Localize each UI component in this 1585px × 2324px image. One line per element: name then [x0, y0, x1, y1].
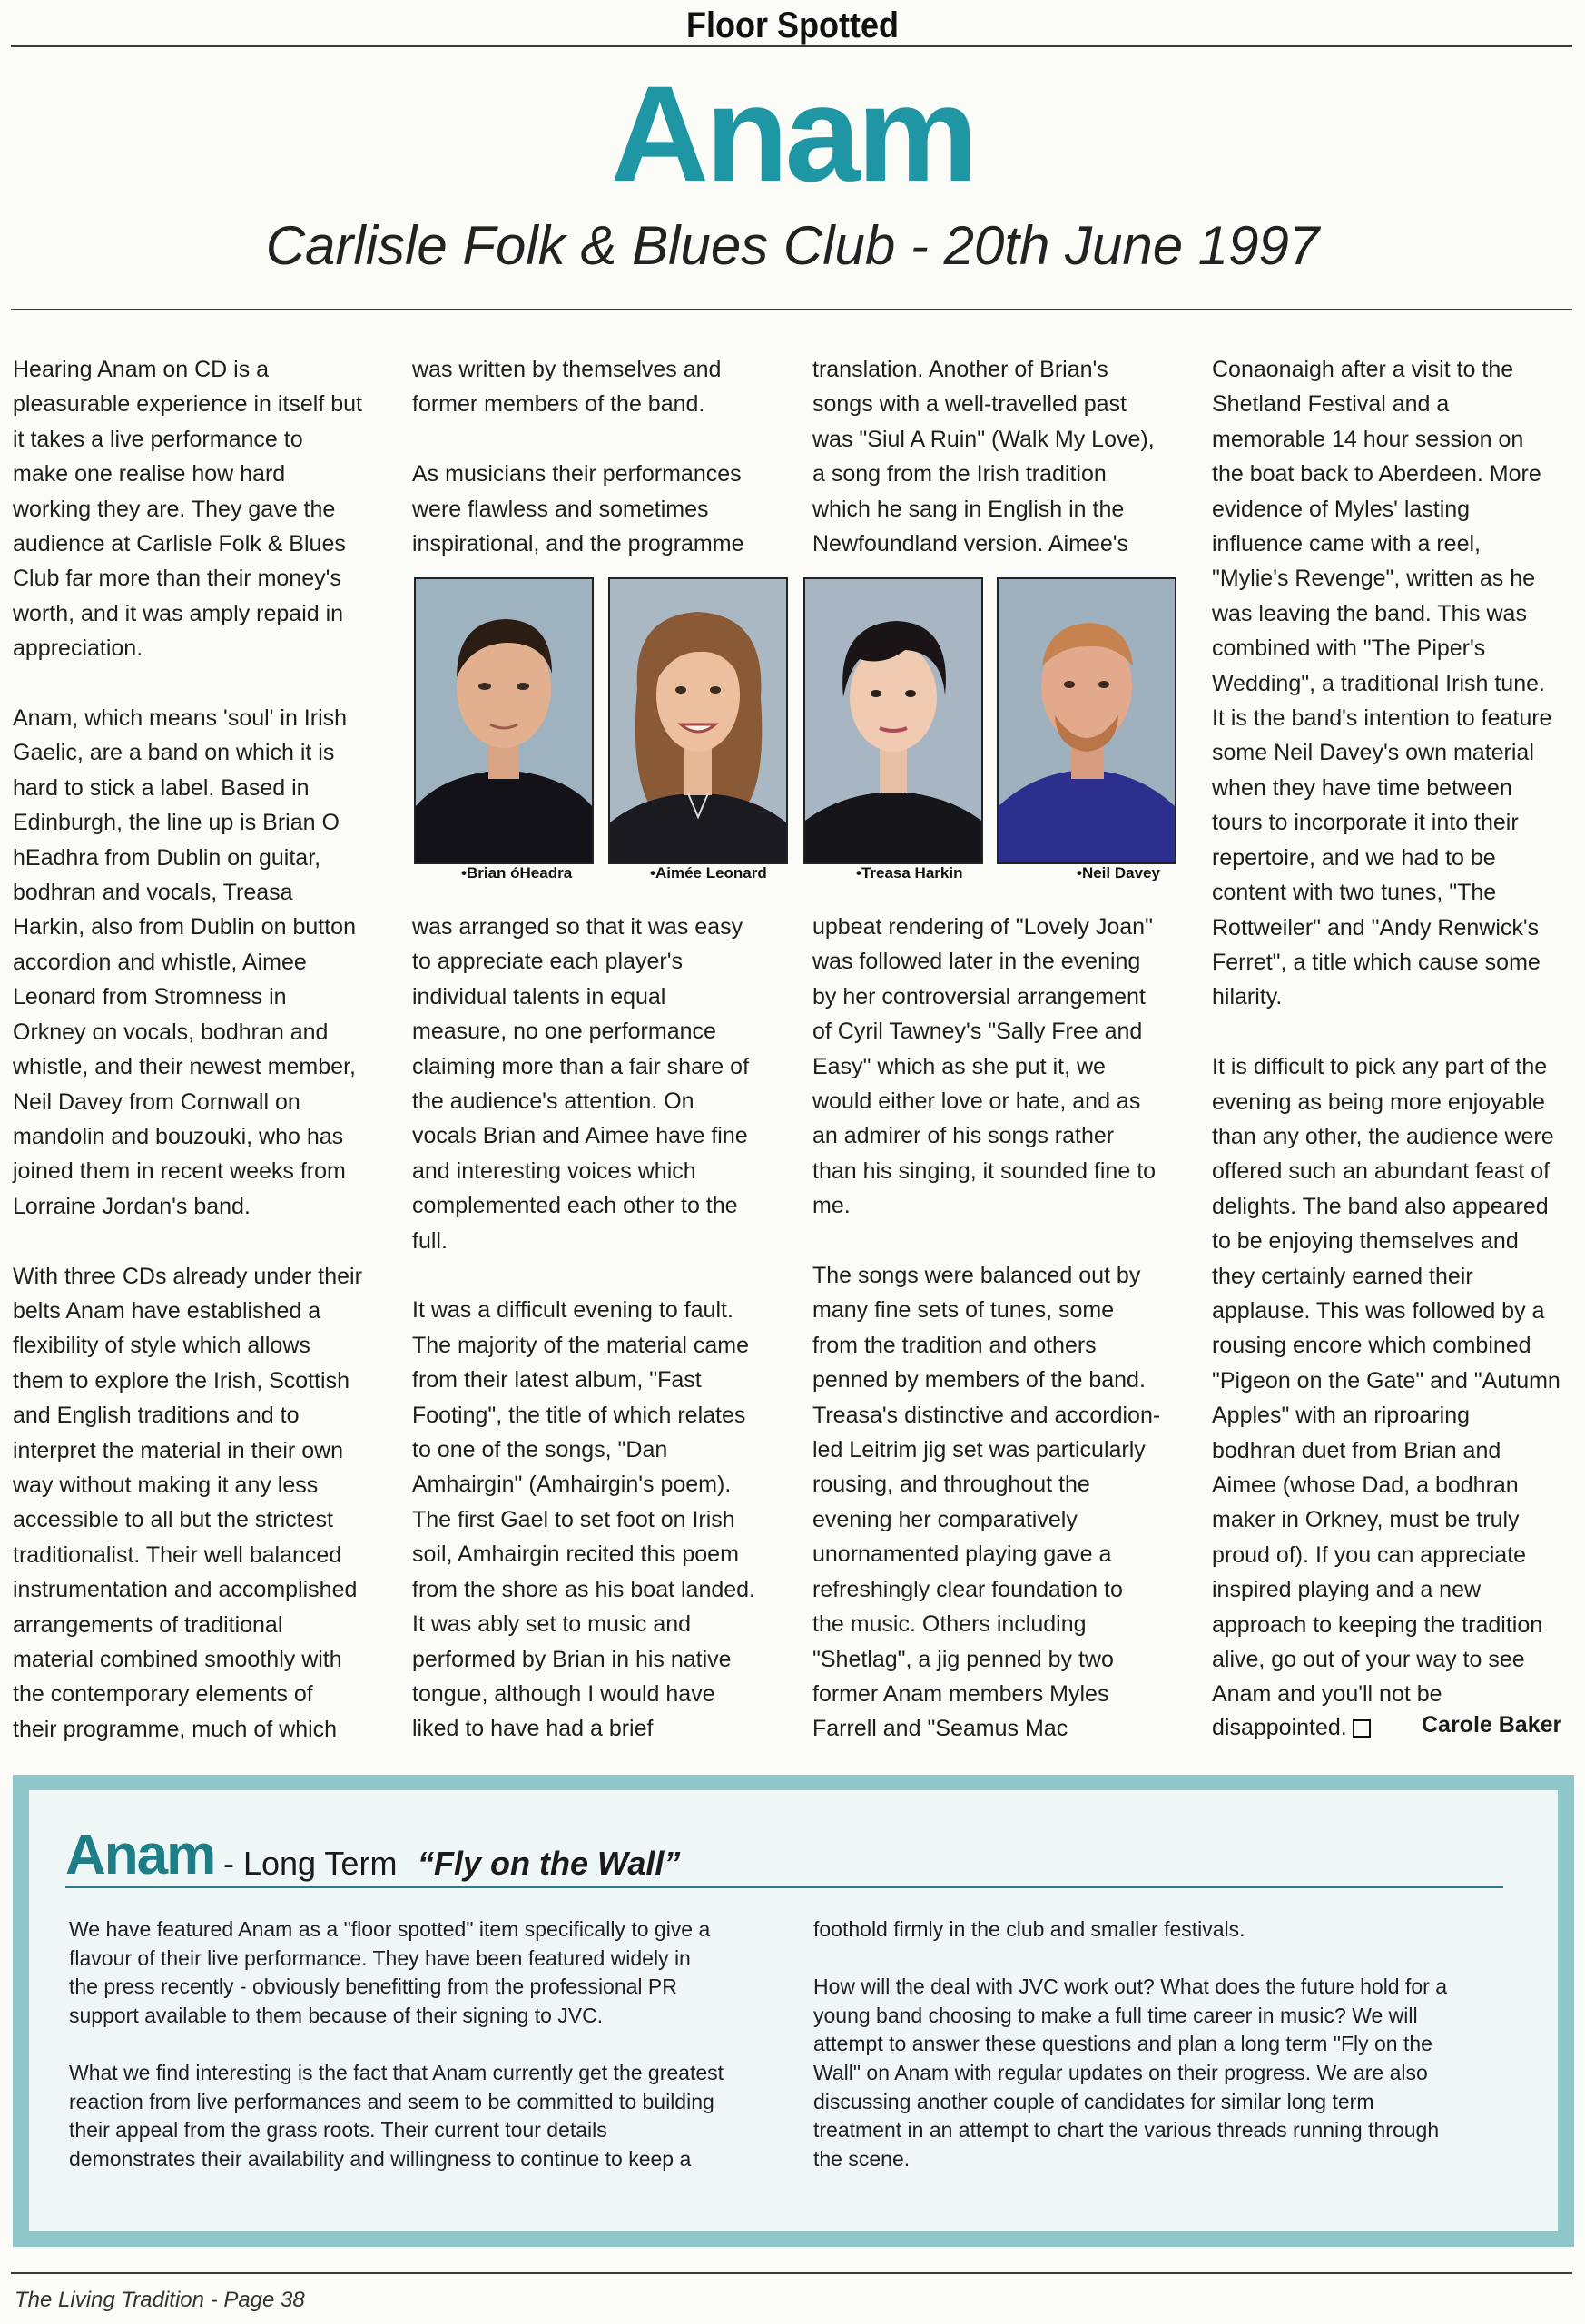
paragraph: The songs were balanced out by many fine sets of tunes, some from the tradition and others penned by members of the band. Treasa's distinctive and accordion- led Leitrim jig set was particularly rousing, and throughout the evening her comparatively unornamented playing gave a refreshingly clear foundation to the music. Others including "Shetlag", a jig penned by two former Anam members Myles Farrell and "Seamus Mac	[812, 1263, 1161, 1742]
paragraph: foothold firmly in the club and smaller festivals.	[813, 1917, 1245, 1941]
box-rule	[65, 1886, 1503, 1888]
paragraph: Anam, which means 'soul' in Irish Gaelic, are a band on which it is hard to stick a label. Based in Edinburgh, the line up is Brian O hEadhra from Dublin on guitar, bodhran and vocals, Treasa Harkin, also from Dublin on button accordion and whistle, Aimee Leonard from Stromness in Orkney on vocals, bodhran and whistle, and their newest member, Neil Davey from Cornwall on mandolin and bouzouki, who has joined them in recent weeks from Lorraine Jordan's band.	[13, 705, 356, 1219]
closing-word: disappointed.	[1212, 1715, 1347, 1740]
photo-caption: •Aimée Leonard	[650, 864, 767, 881]
photo-brian	[414, 577, 594, 864]
paragraph: It was a difficult evening to fault. The majority of the material came from their latest album, "Fast Footing", the title of which relates to one of the songs, "Dan Amhairgin" (Amhairgin's poem). The first Gael to set foot on Irish soil, Amhairgin recited this poem from the shore as his boat landed. It was ably set to music and performed by Brian in his native tongue, although I would have liked to have had a brief	[412, 1297, 756, 1742]
box-column-left	[69, 1915, 773, 2173]
article-column-4	[1212, 352, 1575, 1712]
paragraph: As musicians their performances were flawless and sometimes inspirational, and the programme	[412, 461, 744, 557]
footer-rule	[11, 2272, 1572, 2274]
end-mark-icon	[1353, 1719, 1371, 1738]
paragraph: It is difficult to pick any part of the evening as being more enjoyable than any other, the audience were offered such an abundant feast of delights. The band also appeared to be enjoying themselves and they certainly earned their applause. This was followed by a rousing encore which combined "Pigeon on the Gate" and "Autumn Apples" with an riproaring bodhran duet from Brian and Aimee (whose Dad, a bodhran maker in Orkney, must be truly proud of). If you can appreciate inspired playing and a new approach to keeping the tradition alive, go out of your way to see Anam and you'll not be	[1212, 1054, 1560, 1708]
paragraph: Conaonaigh after a visit to the Shetland Festival and a memorable 14 hour session on the boat back to Aberdeen. More evidence of Myles' lasting influence came with a reel, "Mylie's Revenge", written as he was leaving the band. This was combined with "The Piper's Wedding", a traditional Irish tune. It is the band's intention to feature some Neil Davey's own material when they have time between tours to incorporate it into their repertoire, and we had to be content with two tunes, "The Rottweiler" and "Andy Renwick's Ferret", a title which cause some hilarity.	[1212, 357, 1552, 1010]
paragraph: With three CDs already under their belts Anam have established a flexibility of style which allows them to explore the Irish, Scottish and English traditions and to interpret the material in their own way without making it any less accessible to all but the strictest traditionalist. Their well balanced instrumentation and accomplished arrangements of traditional material combined smoothly with the contemporary elements of their programme, much of which	[13, 1263, 362, 1742]
article-column-3-top	[812, 352, 1203, 561]
section-label: Floor Spotted	[686, 5, 899, 45]
paragraph: translation. Another of Brian's songs with a well-travelled past was "Siul A Ruin" (Walk My Love), a song from the Irish tradition which he sang in English in the Newfoundland version. Aimee's	[812, 357, 1155, 557]
box-title: Anam	[65, 1824, 215, 1886]
portrait-aimee	[610, 579, 786, 862]
photo-caption: •Neil Davey	[1077, 864, 1160, 881]
photo-caption: •Brian óHeadra	[461, 864, 573, 881]
article-title: Anam	[610, 57, 975, 210]
article-column-2-bottom	[412, 910, 802, 1747]
box-column-right	[813, 1915, 1523, 2173]
photo-caption: •Treasa Harkin	[856, 864, 963, 881]
page-footer: The Living Tradition - Page 38	[15, 2288, 305, 2312]
subtitle-rule	[11, 309, 1572, 310]
portrait-neil	[999, 579, 1175, 862]
paragraph: was arranged so that it was easy to appreciate each player's individual talents in equal measure, no one performance claiming more than a fair share of the audience's attention. On vocals Brian and Aimee have fine and interesting voices which complemented each other to the full.	[412, 914, 750, 1254]
article-column-1	[13, 352, 403, 1747]
header-rule	[11, 45, 1572, 47]
paragraph: Hearing Anam on CD is a pleasurable experience in itself but it takes a live performance to make one realise how hard working they are. They gave the audience at Carlisle Folk & Blues Club far more than their money's worth, and it was amply repaid in appreciation.	[13, 357, 362, 662]
portrait-treasa	[805, 579, 981, 862]
paragraph: upbeat rendering of "Lovely Joan" was followed later in the evening by her controversial arrangement of Cyril Tawney's "Sally Free and Easy" which as she put it, we would either love or hate, and as an admirer of his songs rather than his singing, it sounded fine to me.	[812, 914, 1157, 1219]
box-subtitle: - Long Term	[223, 1845, 398, 1882]
article-subtitle: Carlisle Folk & Blues Club - 20th June 1997	[265, 215, 1320, 276]
author-signature: Carole Baker	[1422, 1712, 1562, 1738]
paragraph: We have featured Anam as a "floor spotted" item specifically to give a flavour of their live performance. They have been featured widely in the press recently - obviously benefitting from the professional PR support available to them because of their signing to JVC.	[69, 1917, 711, 2027]
photo-neil	[997, 577, 1176, 864]
paragraph: What we find interesting is the fact that Anam currently get the greatest reaction from live performances and seem to be committed to building their appeal from the grass roots. Their current tour details demonstrates their availability and willingness to continue to keep a	[69, 2060, 724, 2171]
closing-line	[1212, 1710, 1371, 1745]
photo-treasa	[803, 577, 983, 864]
paragraph: How will the deal with JVC work out? What does the future hold for a young band choosing to make a full time career in music? We will attempt to answer these questions and plan a long term "Fly on the Wall" on Anam with regular updates on their progress. We are also discussing another couple of candidates for similar long term treatment in an attempt to chart the various threads running through the scene.	[813, 1974, 1448, 2171]
photo-aimee	[608, 577, 788, 864]
article-column-3-bottom	[812, 910, 1203, 1747]
article-column-2-top	[412, 352, 802, 561]
portrait-brian	[416, 579, 592, 862]
paragraph: was written by themselves and former members of the band.	[412, 357, 722, 418]
box-subtitle-emphasis: “Fly on the Wall”	[418, 1845, 681, 1882]
